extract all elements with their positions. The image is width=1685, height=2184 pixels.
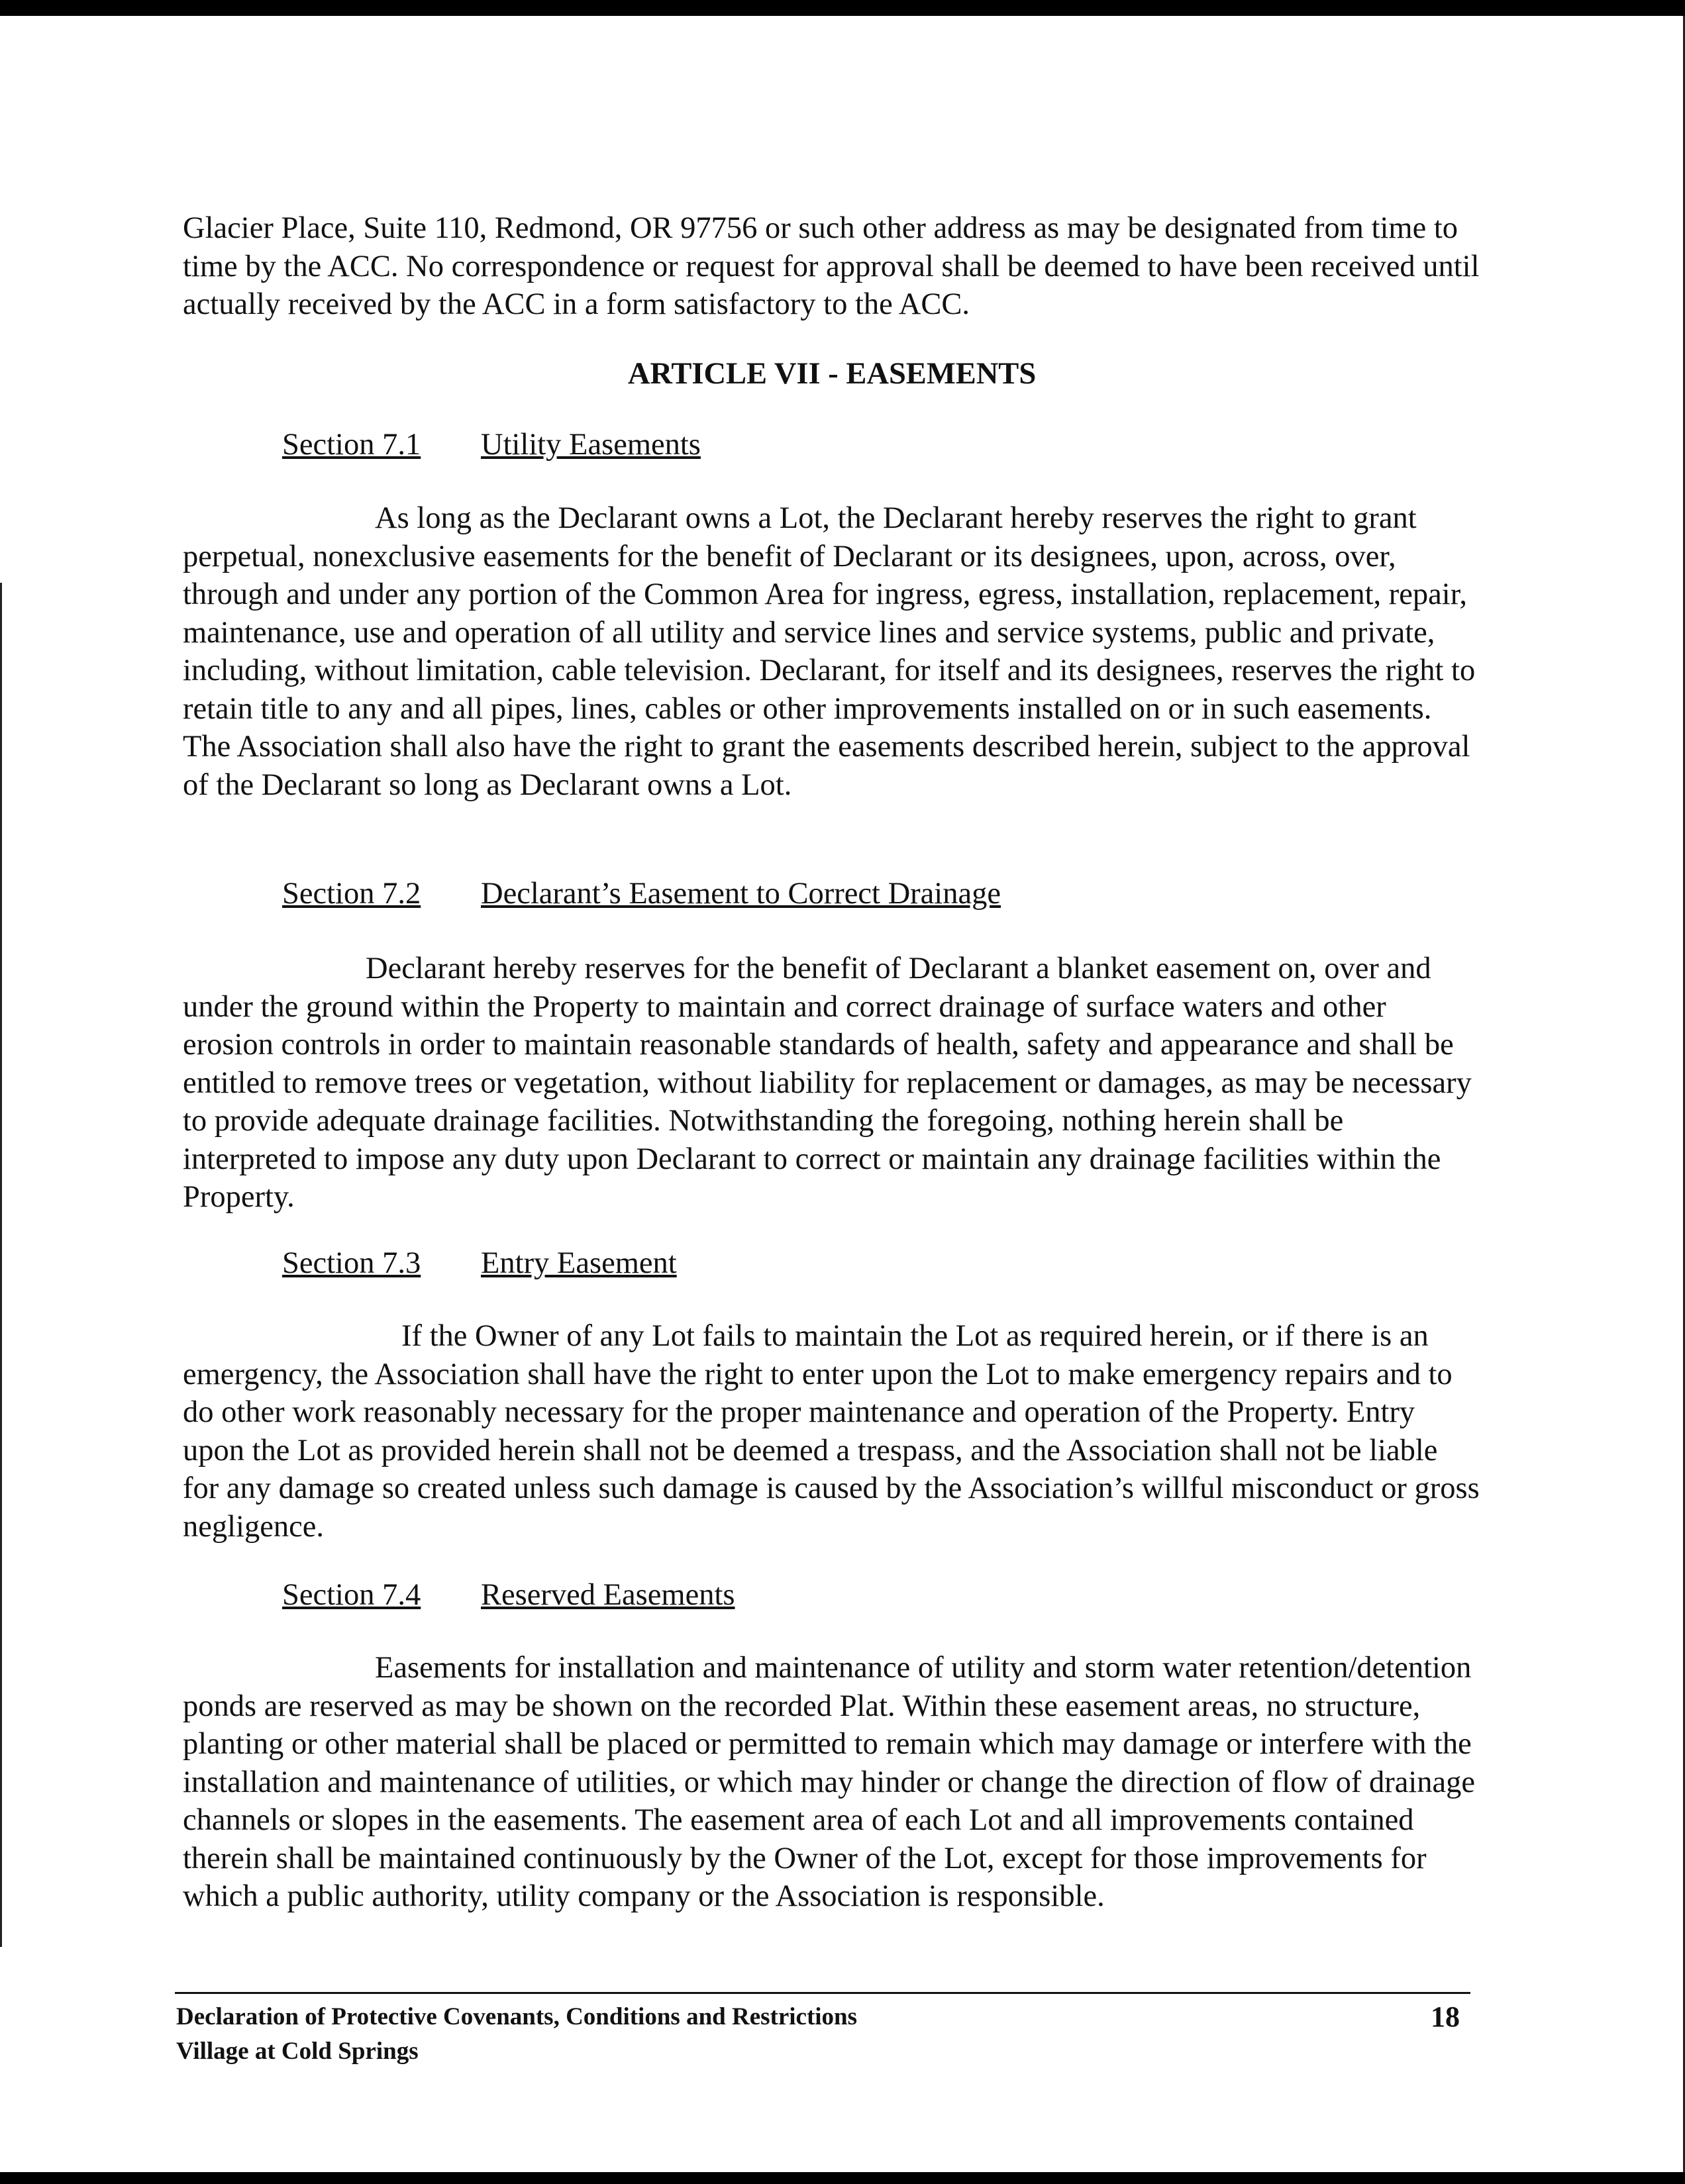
section-title: Entry Easement [481, 1246, 677, 1280]
section-title: Declarant’s Easement to Correct Drainage [481, 877, 1001, 911]
section-body-text: As long as the Declarant owns a Lot, the Declarant hereby reserves the right to grant perpetual, nonexclusive easements for the benefit of Declarant or its designees, upon, across, over, through and under any portion of the Common Area for ingress, egress, installation, replacement, repair, maintenance, use and operation of all utility and service lines and service systems, public and private, including, without limitation, cable television. Declarant, for itself and its designees, reserves the right to retain title to any and all pipes, lines, cables or other improvements installed on or in such easements. The Association shall also have the right to grant the easements described herein, subject to the approval of the Declarant so long as Declarant owns a Lot. [183, 501, 1476, 802]
section-body-7-4 [183, 1649, 1481, 1916]
section-title: Utility Easements [481, 428, 701, 462]
section-heading-7-3 [282, 1244, 677, 1282]
page-number: 18 [1431, 2001, 1460, 2033]
footer-project-name: Village at Cold Springs [176, 2038, 419, 2065]
intro-paragraph: Glacier Place, Suite 110, Redmond, OR 97756 or such other address as may be designated from time to time by the ACC. No correspondence or request for approval shall be deemed to have been received until actually received by the ACC in a form satisfactory to the ACC. [183, 211, 1480, 321]
section-body-text: If the Owner of any Lot fails to maintain the Lot as required herein, or if there is an emergency, the Association shall have the right to enter upon the Lot to make emergency repairs and to do other work reasonably necessary for the proper maintenance and operation of the Property. Entry upon the Lot as provided herein shall not be deemed a trespass, and the Association shall not be liable for any damage so created unless such damage is caused by the Association’s willful misconduct or gross negligence. [183, 1319, 1480, 1544]
section-number: Section 7.3 [282, 1246, 421, 1280]
footer-rule [175, 1992, 1470, 1994]
section-body-text: Easements for installation and maintenance of utility and storm water retention/detention ponds are reserved as may be shown on the recorded Plat. Within these easement areas, no structure, planting or other material shall be placed or permitted to remain which may damage or interfere with the installation and maintenance of utilities, or which may hinder or change the direction of flow of drainage channels or slopes in the easements. The easement area of each Lot and all improvements contained therein shall be maintained continuously by the Owner of the Lot, except for those improvements for which a public authority, utility company or the Association is responsible. [183, 1651, 1476, 1913]
section-number: Section 7.2 [282, 877, 421, 911]
section-number: Section 7.4 [282, 1578, 421, 1612]
section-body-7-1 [183, 499, 1481, 804]
section-body-7-3 [183, 1317, 1481, 1546]
section-heading-7-1 [282, 426, 701, 464]
section-heading-7-2 [282, 875, 1001, 913]
section-body-text: Declarant hereby reserves for the benefit of Declarant a blanket easement on, over and under the ground within the Property to maintain and correct drainage of surface waters and other erosion controls in order to maintain reasonable standards of health, safety and appearance and shall be entitled to remove trees or vegetation, without liability for replacement or damages, as may be necessary to provide adequate drainage facilities. Notwithstanding the foregoing, nothing herein shall be interpreted to impose any duty upon Declarant to correct or maintain any drainage facilities within the Property. [183, 952, 1472, 1214]
section-number: Section 7.1 [282, 428, 421, 462]
section-body-7-2 [183, 950, 1481, 1216]
scan-bottom-border [0, 2172, 1685, 2184]
article-title: ARTICLE VII - EASEMENTS [627, 357, 1037, 391]
scan-top-border [0, 0, 1685, 16]
scan-left-edge [0, 583, 2, 1947]
footer-document-title: Declaration of Protective Covenants, Conditions and Restrictions [176, 2003, 858, 2030]
section-heading-7-4 [282, 1576, 735, 1614]
section-title: Reserved Easements [481, 1578, 735, 1612]
